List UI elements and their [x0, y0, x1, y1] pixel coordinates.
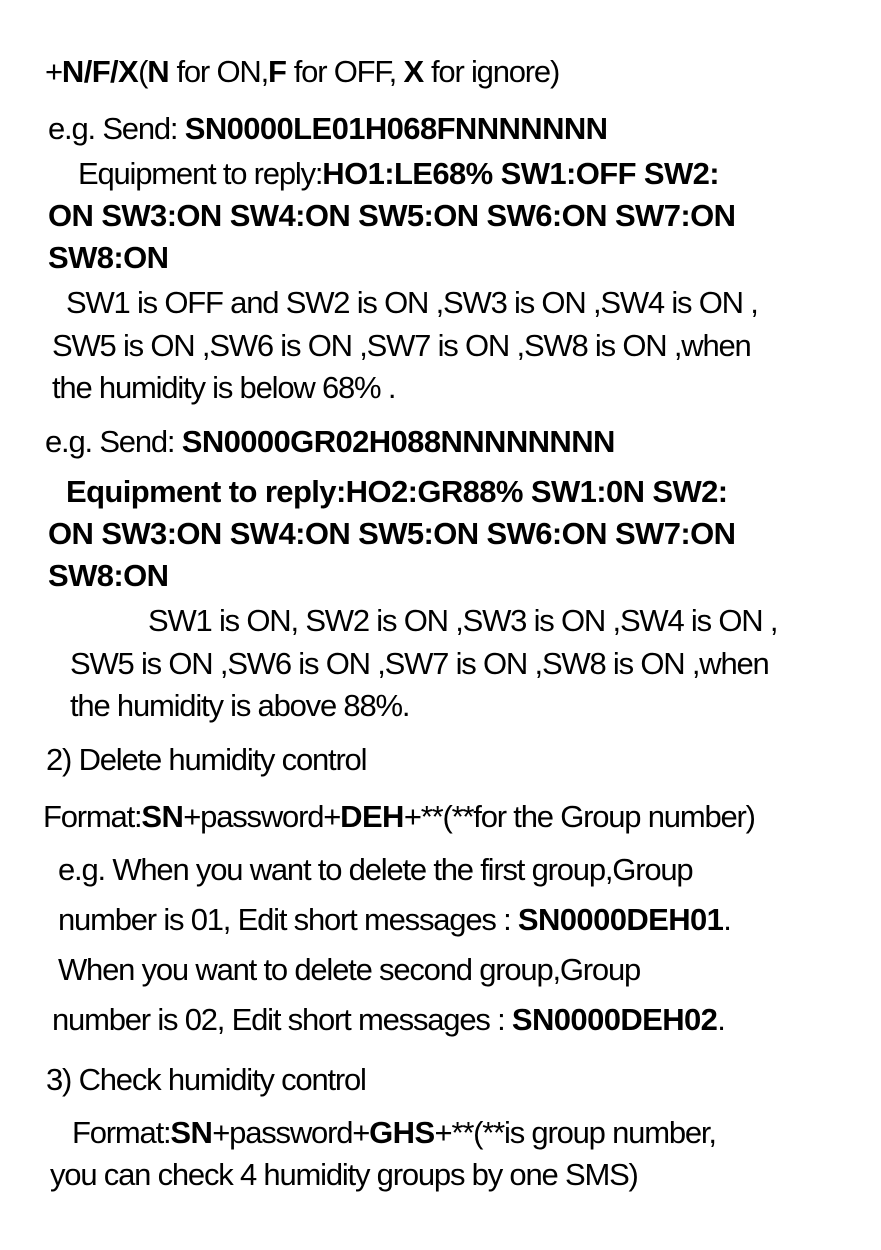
example-1-line-3 — [48, 196, 735, 236]
text: Format: — [72, 1115, 171, 1150]
text: the humidity is above 88%. — [70, 688, 410, 723]
bold-text: SN — [170, 1115, 213, 1150]
delete-humidity-line-1 — [46, 740, 366, 780]
text: e.g. Send: — [45, 424, 182, 459]
text: When you want to delete second group,Group — [58, 952, 641, 987]
text: +**(**for the Group number) — [403, 799, 755, 834]
check-humidity-line-2 — [72, 1113, 716, 1153]
text: you can check 4 humidity groups by one SMS) — [50, 1157, 638, 1192]
example-1-line-2 — [78, 154, 719, 194]
example-2-line-3 — [48, 514, 735, 554]
bold-text: ON SW3:ON SW4:ON SW5:ON SW6:ON SW7:ON — [48, 516, 736, 551]
bold-text: SW8:ON — [48, 558, 169, 593]
bold-text: F — [267, 54, 287, 89]
example-2-line-6 — [70, 644, 769, 684]
text: SW5 is ON ,SW6 is ON ,SW7 is ON ,SW8 is ON ,when — [52, 328, 751, 363]
bold-text: N — [147, 54, 170, 89]
text: e.g. When you want to delete the first group,Group — [58, 852, 693, 887]
text: +password+ — [212, 1115, 370, 1150]
delete-humidity-line-4 — [58, 900, 731, 940]
text: +**(**is group number, — [434, 1115, 716, 1150]
text: for ON, — [169, 54, 268, 89]
bold-text: SN0000LE01H068FNNNNNNN — [184, 111, 608, 146]
bold-text: X — [403, 54, 424, 89]
delete-humidity-line-3 — [58, 850, 692, 890]
check-humidity-line-3 — [50, 1155, 638, 1195]
bold-text: N/F/X — [61, 54, 139, 89]
text: ( — [138, 54, 148, 89]
example-1-line-1 — [48, 109, 607, 149]
text: +password+ — [183, 799, 341, 834]
delete-humidity-line-5 — [58, 950, 640, 990]
text: for OFF, — [286, 54, 404, 89]
text: 3) Check humidity control — [46, 1062, 366, 1097]
delete-humidity-line-6 — [52, 1000, 725, 1040]
bold-text: GHS — [369, 1115, 435, 1150]
text: e.g. Send: — [48, 111, 185, 146]
check-humidity-line-1 — [46, 1060, 366, 1100]
bold-text: HO1:LE68% SW1:OFF SW2: — [322, 156, 720, 191]
text: for ignore) — [423, 54, 560, 89]
bold-text: SN0000GR02H088NNNNNNNN — [181, 424, 615, 459]
text: Equipment to reply: — [78, 156, 323, 191]
intro-line-1 — [45, 52, 559, 92]
bold-text: DEH — [340, 799, 404, 834]
bold-text: ON SW3:ON SW4:ON SW5:ON SW6:ON SW7:ON — [48, 198, 736, 233]
text: . — [717, 1002, 725, 1037]
delete-humidity-line-2 — [43, 797, 755, 837]
text: . — [723, 902, 731, 937]
example-2-line-1 — [45, 422, 615, 462]
example-2-line-5 — [148, 601, 777, 641]
text: SW5 is ON ,SW6 is ON ,SW7 is ON ,SW8 is ON ,when — [70, 646, 769, 681]
example-1-line-4 — [48, 238, 168, 278]
text: 2) Delete humidity control — [46, 742, 367, 777]
text: SW1 is OFF and SW2 is ON ,SW3 is ON ,SW4 is ON , — [66, 285, 758, 320]
bold-text: SN0000DEH02 — [511, 1002, 718, 1037]
bold-text: SN — [141, 799, 184, 834]
text: SW1 is ON, SW2 is ON ,SW3 is ON ,SW4 is ON , — [148, 603, 778, 638]
text: the humidity is below 68% . — [52, 370, 396, 405]
bold-text: SW8:ON — [48, 240, 169, 275]
example-2-line-4 — [48, 556, 168, 596]
text: number is 01, Edit short messages : — [58, 902, 518, 937]
example-2-line-2 — [66, 472, 728, 512]
text: Format: — [43, 799, 142, 834]
example-1-line-6 — [52, 326, 751, 366]
example-1-line-7 — [52, 368, 395, 408]
text: + — [45, 54, 62, 89]
example-1-line-5 — [66, 283, 758, 323]
bold-text: SN0000DEH01 — [517, 902, 724, 937]
bold-text: Equipment to reply:HO2:GR88% SW1:0N SW2: — [66, 474, 728, 509]
example-2-line-7 — [70, 686, 409, 726]
text: number is 02, Edit short messages : — [52, 1002, 512, 1037]
